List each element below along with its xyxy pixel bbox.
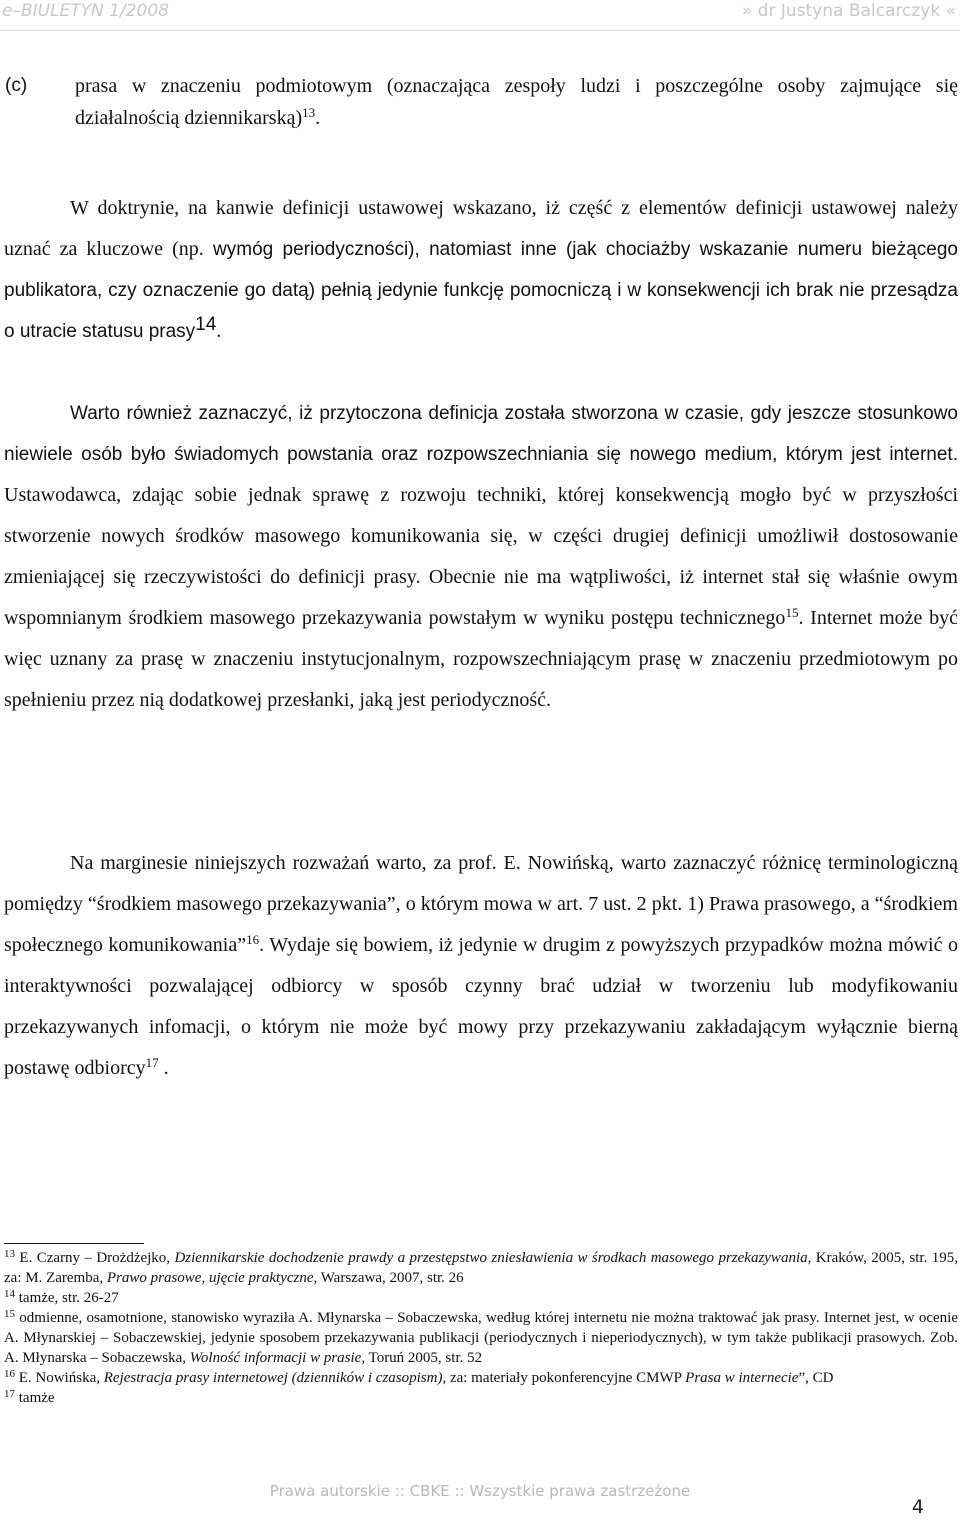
footnote-ref-15[interactable]: 15 xyxy=(785,605,799,620)
footnote-divider xyxy=(4,1243,144,1244)
footnote-16: $^{16}$ E. Nowińska, Rejestracja prasy internetowej (dzienników i czasopism), za: materiały pokonferencyjne CMWP Prasa w internecie”, CD xyxy=(4,1368,834,1386)
list-item-text: prasa w znaczeniu podmiotowym (oznaczająca zespoły ludzi i poszczególne osoby zajmujące się działalnością dziennikarską)$^{13}$. xyxy=(75,75,958,129)
author-name: » dr Justyna Balcarczyk « xyxy=(741,1,956,21)
footnote-ref-13[interactable]: 13 xyxy=(302,105,316,120)
footnotes xyxy=(4,1248,958,1408)
header-divider xyxy=(0,30,960,31)
bulletin-title: e–BIULETYN 1/2008 xyxy=(2,1,169,21)
footnote-ref-17[interactable]: 17 xyxy=(145,1055,159,1070)
footnote-13: $^{13}$ E. Czarny – Drożdżejko, Dziennikarskie dochodzenie prawdy a przestępstwo zniesławienia w środkach masowego przekazywania, Kraków, 2005, str. 195, za: M. Zaremba, Prawo prasowe, ujęcie praktyczne, Warszawa, 2007, str. 26 xyxy=(4,1248,958,1286)
paragraph-terminology: Na marginesie niniejszych rozważań warto, za prof. E. Nowińską, warto zaznaczyć różnicę terminologiczną pomiędzy “środkiem masowego przekazywania”, o którym mowa w art. 7 ust. 2 pkt. 1) Prawa prasowego, a “środkiem społecznego komunikowania”$^{16}$. Wydaje się bowiem, iż jedynie w drugim z powyższych przypadków można mówić o interaktywności pozwalającej odbiorcy w sposób czynny brać udział w tworzeniu lub modyfikowaniu przekazywanych infomacji, o którym nie może być mowy przy przekazywaniu zakładającym wyłącznie bierną postawę odbiorcy$^{17}$ . xyxy=(4,852,959,1079)
paragraph-doctrine: W doktrynie, na kanwie definicji ustawowej wskazano, iż część z elementów definicji ustawowej należy uznać za kluczowe (np. wymóg periodyczności), natomiast inne (jak chociażby wskazanie numeru bieżącego publikatora, czy oznaczenie go datą) pełnią jedynie funkcję pomocniczą i w konsekwencji ich brak nie przesądza o utracie statusu prasy$^{14}$. xyxy=(4,197,958,342)
copyright-footer: Prawa autorskie :: CBKE :: Wszystkie prawa zastrzeżone xyxy=(269,1482,691,1500)
page-header xyxy=(0,0,960,24)
page-number: 4 xyxy=(911,1496,924,1518)
footnote-ref-16[interactable]: 16 xyxy=(246,932,260,947)
paragraph-internet: Warto również zaznaczyć, iż przytoczona definicja została stworzona w czasie, gdy jeszcze stosunkowo niewiele osób było świadomych powstania oraz rozpowszechniania się nowego medium, którym jest internet. Ustawodawca, zdając sobie jednak sprawę z rozwoju techniki, której konsekwencją mogło być w przyszłości stworzenie nowych środków masowego komunikowania się, w części drugiej definicji umożliwił dostosowanie zmieniającej się rzeczywistości do definicji prasy. Obecnie nie ma wątpliwości, iż internet stał się właśnie owym wspomnianym środkiem masowego przekazywania powstałym w wyniku postępu technicznego$^{15}$. Internet może być więc uznany za prasę w znaczeniu instytucjonalnym, rozpowszechniającym prasę w znaczeniu przedmiotowym po spełnieniu przez nią dodatkowej przesłanki, jaką jest periodyczność. xyxy=(4,403,958,711)
footnote-17: $^{17}$ tamże xyxy=(4,1388,55,1406)
footnote-14: $^{14}$ tamże, str. 26-27 xyxy=(4,1288,119,1306)
footnote-15: $^{15}$ odmienne, osamotnione, stanowisko wyraziła A. Młynarska – Sobaczewska, według której internetu nie można traktować jak prasy. Internet jest, w ocenie A. Młynarskiej – Sobaczewskiej, jedynie sposobem przekazywania publikacji (periodycznych i nieperiodycznych), w tym także publikacji prasowych. Zob. A. Młynarska – Sobaczewska, Wolność informacji w prasie, Toruń 2005, str. 52 xyxy=(4,1308,958,1366)
footnote-ref-14[interactable]: 14 xyxy=(195,314,217,335)
list-marker: (c) xyxy=(5,75,28,96)
